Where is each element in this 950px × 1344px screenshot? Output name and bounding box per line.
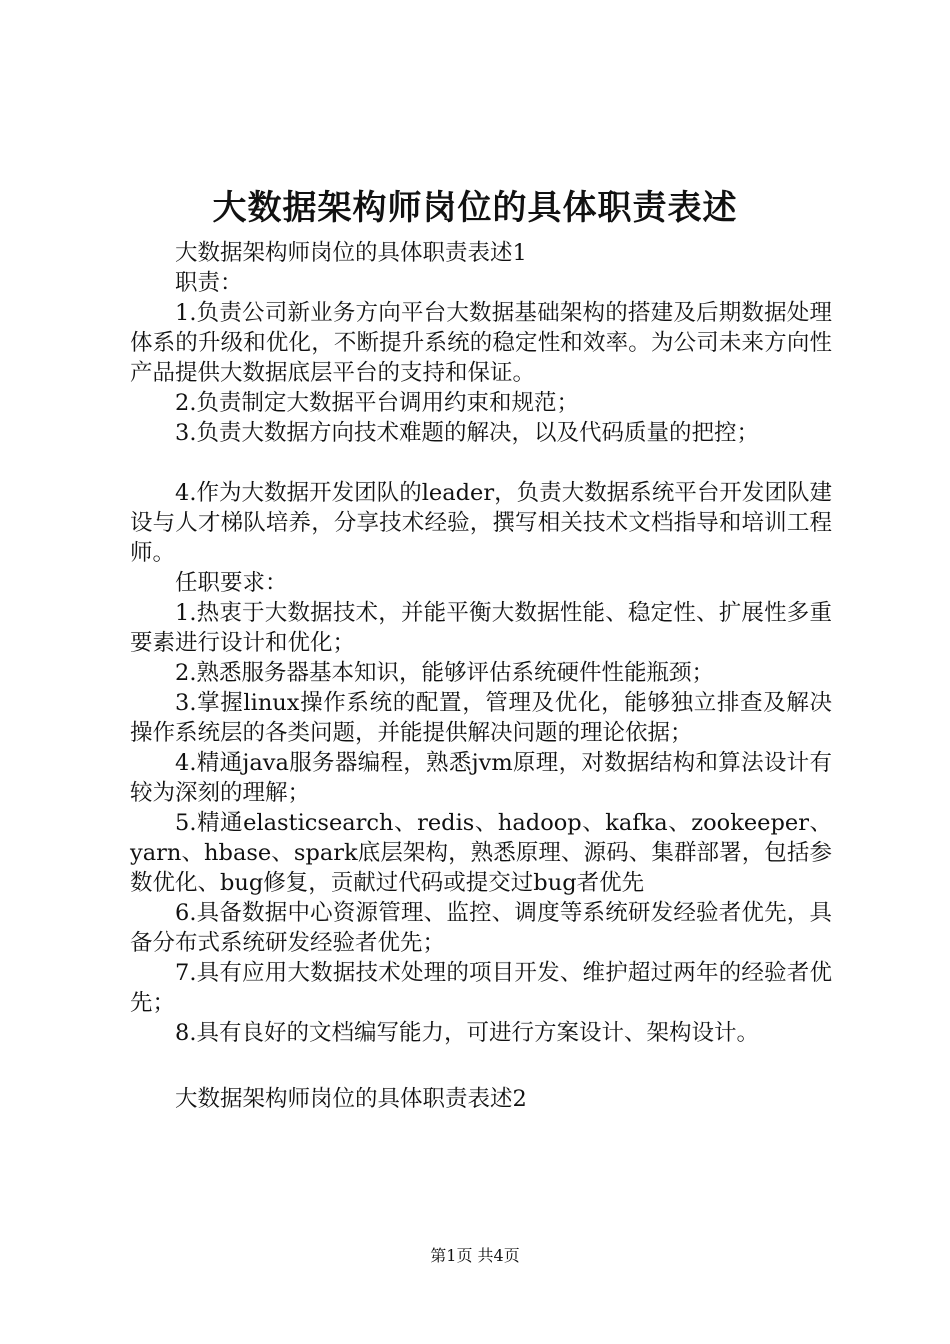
requirement-item-4: 4.精通java服务器编程，熟悉jvm原理，对数据结构和算法设计有较为深刻的理解； bbox=[130, 750, 832, 806]
requirement-item-3: 3.掌握linux操作系统的配置，管理及优化，能够独立排查及解决操作系统层的各类问题，并能提供解决问题的理论依据； bbox=[130, 690, 832, 746]
requirement-item-8: 8.具有良好的文档编写能力，可进行方案设计、架构设计。 bbox=[175, 1020, 759, 1046]
paragraph-spacer bbox=[130, 1048, 832, 1084]
requirement-item-2: 2.熟悉服务器基本知识，能够评估系统硬件性能瓶颈； bbox=[175, 660, 714, 686]
requirements-label: 任职要求： bbox=[175, 570, 288, 596]
requirement-item-1: 1.热衷于大数据技术，并能平衡大数据性能、稳定性、扩展性多重要素进行设计和优化； bbox=[130, 600, 832, 656]
responsibility-item-2: 2.负责制定大数据平台调用约束和规范； bbox=[175, 390, 579, 416]
responsibility-item-3: 3.负责大数据方向技术难题的解决，以及代码质量的把控； bbox=[175, 420, 759, 446]
paragraph-spacer bbox=[130, 448, 832, 478]
page-footer: 第1页 共4页 bbox=[430, 1246, 520, 1265]
requirement-item-7: 7.具有应用大数据技术处理的项目开发、维护超过两年的经验者优先； bbox=[130, 960, 832, 1016]
document-body bbox=[130, 238, 832, 1114]
document-title: 大数据架构师岗位的具体职责表述 bbox=[212, 188, 738, 228]
requirement-item-5: 5.精通elasticsearch、redis、hadoop、kafka、zookeeper、yarn、hbase、spark底层架构，熟悉原理、源码、集群部署，包括参数优化、bug修复，贡献过代码或提交过bug者优先 bbox=[130, 810, 832, 896]
responsibility-item-4: 4.作为大数据开发团队的leader，负责大数据系统平台开发团队建设与人才梯队培养，分享技术经验，撰写相关技术文档指导和培训工程师。 bbox=[130, 480, 832, 566]
responsibility-item-1: 1.负责公司新业务方向平台大数据基础架构的搭建及后期数据处理体系的升级和优化，不断提升系统的稳定性和效率。为公司未来方向性产品提供大数据底层平台的支持和保证。 bbox=[130, 300, 832, 386]
section-heading-1: 大数据架构师岗位的具体职责表述1 bbox=[175, 240, 527, 266]
section-heading-2: 大数据架构师岗位的具体职责表述2 bbox=[175, 1086, 527, 1112]
responsibilities-label: 职责： bbox=[175, 270, 243, 296]
requirement-item-6: 6.具备数据中心资源管理、监控、调度等系统研发经验者优先，具备分布式系统研发经验者优先； bbox=[130, 900, 832, 956]
